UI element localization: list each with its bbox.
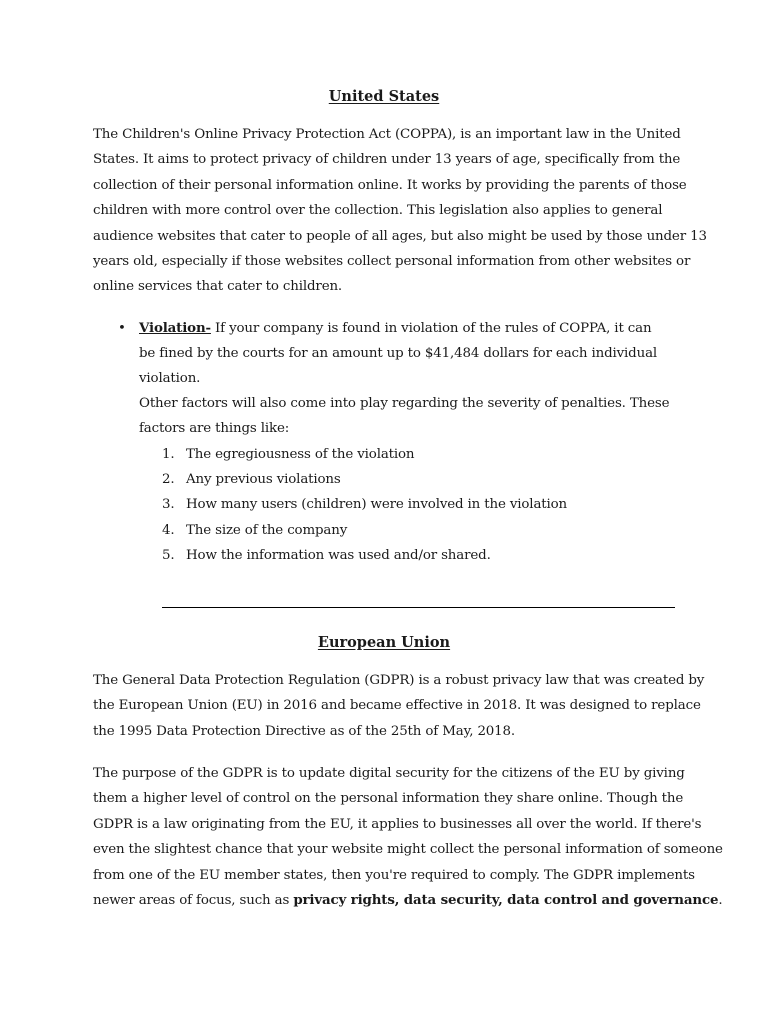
eu-p2-last-suffix: .: [718, 893, 723, 909]
heading-united-states: United States: [328, 88, 440, 105]
penalty-factors-list: [162, 442, 567, 568]
list-item: [162, 543, 567, 568]
us-intro-line: The Children's Online Privacy Protection Act (COPPA), is an important law in the United: [93, 127, 681, 142]
list-item-number: 2.: [162, 472, 175, 488]
violation-line: Other factors will also come into play regarding the severity of penalties. These: [139, 396, 670, 411]
eu-p2-line: from one of the EU member states, then you're required to comply. The GDPR implements: [93, 867, 695, 883]
list-item-text: The egregiousness of the violation: [186, 447, 415, 462]
eu-p2-last-prefix: newer areas of focus, such as: [93, 893, 294, 909]
us-intro-line: collection of their personal information online. It works by providing the parents of those: [93, 177, 687, 193]
list-item-text: How the information was used and/or shared.: [186, 547, 491, 563]
us-intro-paragraph: [93, 122, 707, 300]
eu-paragraph-1: [93, 668, 705, 744]
list-item-number: 1.: [162, 447, 175, 462]
heading-european-union: European Union: [317, 634, 451, 651]
eu-p2-last-line: [93, 888, 723, 913]
list-item: [162, 492, 567, 517]
violation-bullet-body: [139, 316, 679, 441]
us-intro-line: audience websites that cater to people of all ages, but also might be used by those under 13: [93, 228, 707, 244]
list-item-text: Any previous violations: [186, 472, 341, 488]
us-intro-line: children with more control over the collection. This legislation also applies to general: [93, 203, 663, 219]
eu-paragraph-2: [93, 761, 723, 913]
list-item: [162, 442, 567, 467]
eu-p2-line: them a higher level of control on the personal information they share online. Though the: [93, 791, 684, 807]
eu-p1-line: the 1995 Data Protection Directive as of the 25th of May, 2018.: [93, 723, 516, 739]
violation-first-line-rest: If your company is found in violation of the rules of COPPA, it can: [210, 321, 652, 336]
list-item-number: 3.: [162, 497, 175, 513]
violation-lead: Violation-: [139, 320, 211, 336]
list-item-number: 4.: [162, 522, 175, 538]
list-item: [162, 518, 567, 543]
us-intro-line: online services that cater to children.: [93, 279, 343, 295]
violation-first-line: [139, 316, 679, 341]
list-item-text: The size of the company: [186, 522, 348, 538]
section-divider: [162, 607, 675, 608]
violation-line: violation.: [139, 371, 201, 386]
list-item: [162, 467, 567, 492]
violation-line: factors are things like:: [139, 421, 290, 436]
eu-p2-line: The purpose of the GDPR is to update digital security for the citizens of the EU by giving: [93, 766, 685, 781]
list-item-text: How many users (children) were involved in the violation: [186, 497, 568, 513]
bullet-marker: •: [118, 321, 126, 336]
eu-p2-line: even the slightest chance that your website might collect the personal information of someone: [93, 842, 723, 858]
eu-p2-line: GDPR is a law originating from the EU, it applies to businesses all over the world. If there's: [93, 816, 702, 832]
eu-p1-line: The General Data Protection Regulation (GDPR) is a robust privacy law that was created by: [93, 673, 705, 688]
eu-p1-line: the European Union (EU) in 2016 and became effective in 2018. It was designed to replace: [93, 698, 701, 714]
violation-line: be fined by the courts for an amount up to $41,484 dollars for each individual: [139, 346, 658, 361]
list-item-number: 5.: [162, 547, 175, 563]
focus-areas-bold: privacy rights, data security, data control and governance: [293, 892, 719, 909]
us-intro-line: years old, especially if those websites collect personal information from other websites or: [93, 254, 691, 270]
us-intro-line: States. It aims to protect privacy of children under 13 years of age, specifically from the: [93, 152, 681, 168]
